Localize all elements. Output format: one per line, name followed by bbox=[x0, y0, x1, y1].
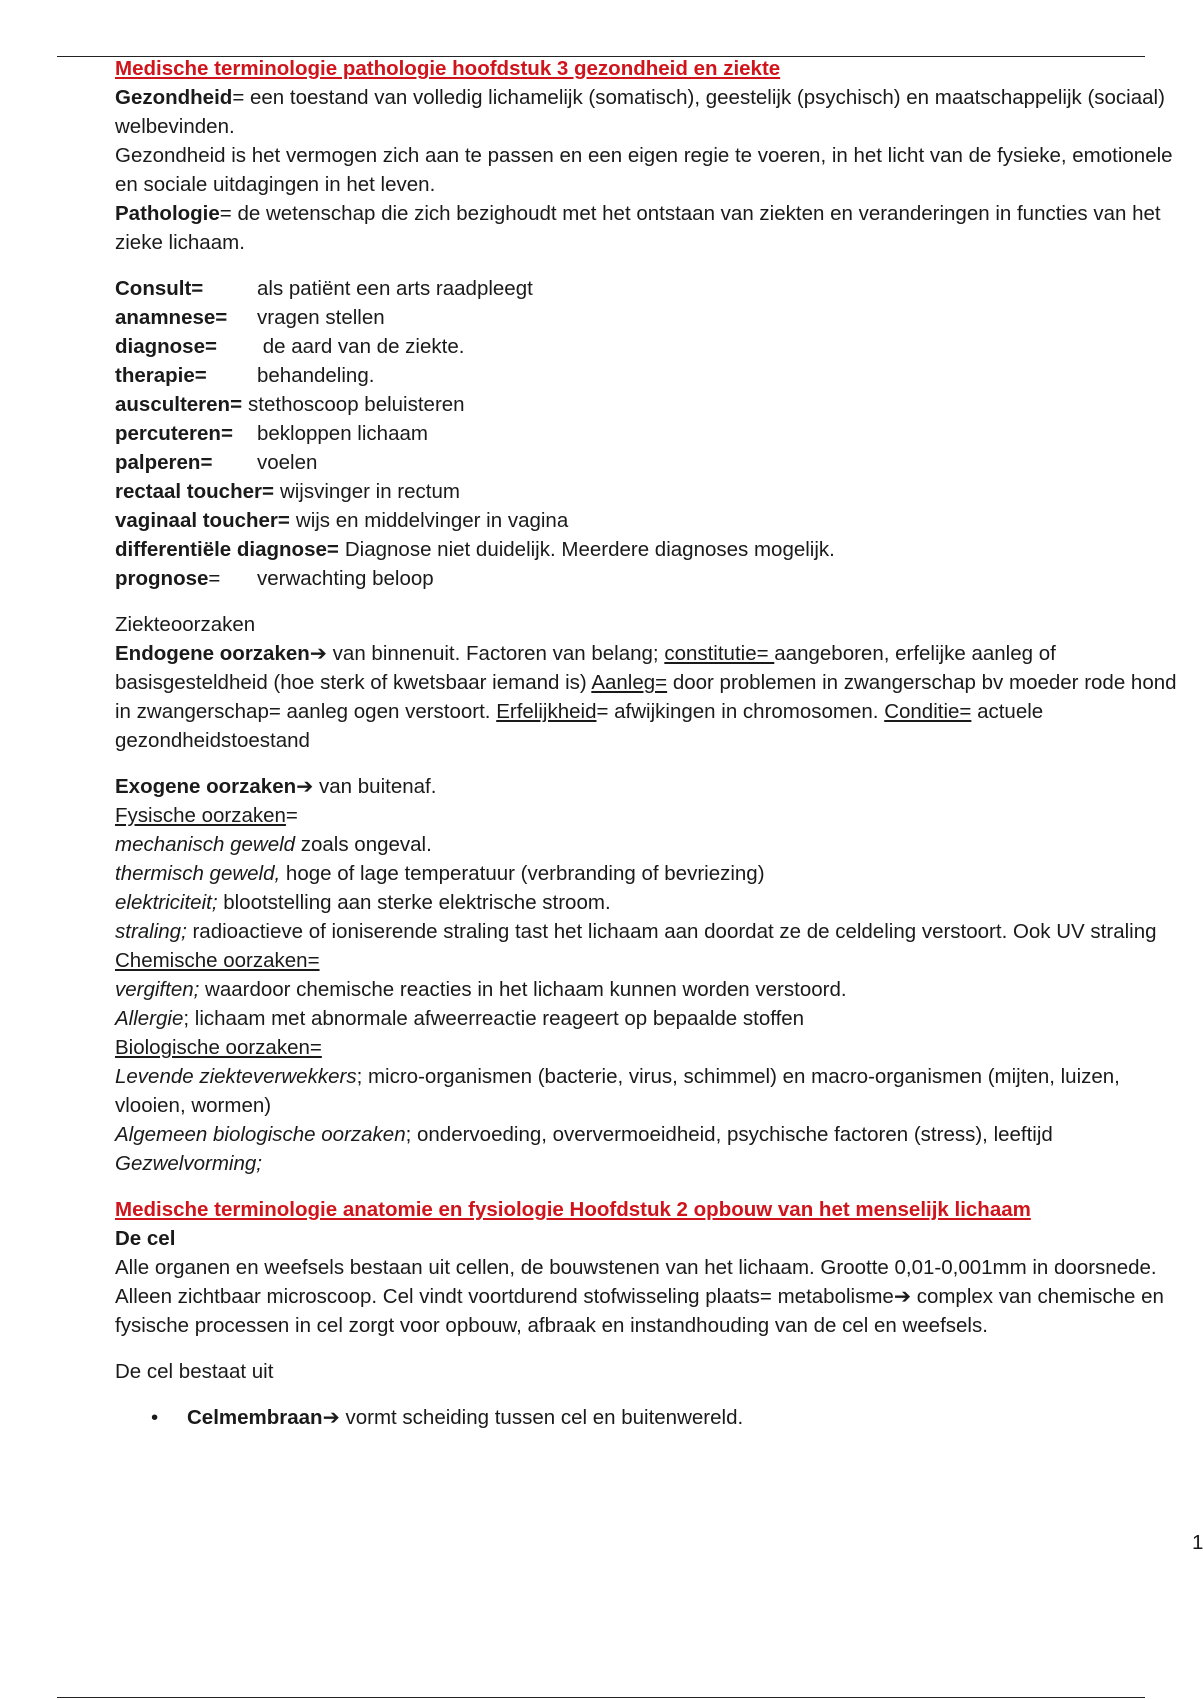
definition-text: vragen stellen bbox=[257, 306, 385, 329]
definition-row bbox=[115, 390, 1195, 419]
definition-row bbox=[115, 506, 1195, 535]
definition-term: rectaal toucher= bbox=[115, 480, 274, 503]
heading-biologisch bbox=[115, 1033, 1195, 1062]
item-text: waardoor chemische reacties in het lichaam kunnen worden verstoord. bbox=[199, 978, 847, 1001]
heading-de-cel bbox=[115, 1224, 1195, 1253]
definition-term-wrap bbox=[115, 564, 257, 593]
definition-text: voelen bbox=[257, 451, 318, 474]
term-exogeen: Exogene oorzaken bbox=[115, 775, 297, 798]
arrow-right-icon: ➔ bbox=[296, 775, 314, 798]
item-text: hoge of lage temperatuur (verbranding of bevriezing) bbox=[280, 862, 765, 885]
item-label: mechanisch geweld bbox=[115, 833, 296, 856]
bullet-list bbox=[115, 1403, 1195, 1432]
definition-row bbox=[115, 448, 1195, 477]
heading-fysisch bbox=[115, 801, 1195, 830]
paragraph-gezondheid-extra: Gezondheid is het vermogen zich aan te passen en een eigen regie te voeren, in het licht van de fysieke, emotionele en sociale uitdagingen in het leven. bbox=[115, 144, 1173, 196]
fysisch-eq: = bbox=[285, 804, 298, 827]
definition-text: behandeling. bbox=[257, 364, 375, 387]
paragraph-endogeen bbox=[115, 639, 1195, 755]
paragraph-cel bbox=[115, 1253, 1195, 1340]
arrow-right-icon: ➔ bbox=[322, 1406, 340, 1429]
list-item bbox=[115, 1004, 1195, 1033]
item-text: vormt scheiding tussen cel en buitenwereld. bbox=[339, 1406, 744, 1429]
exogeen-text: van buitenaf. bbox=[313, 775, 437, 798]
definition-text: verwachting beloop bbox=[257, 567, 434, 590]
bullet-icon: • bbox=[151, 1406, 159, 1429]
definition-row bbox=[115, 564, 1195, 593]
endogeen-text: actuele gezondheidstoestand bbox=[115, 700, 1044, 752]
heading-chemisch bbox=[115, 946, 1195, 975]
definition-text: bekloppen lichaam bbox=[257, 422, 428, 445]
chemisch-heading: Chemische oorzaken= bbox=[115, 949, 320, 972]
definition-term: therapie= bbox=[115, 364, 207, 387]
item-label: elektriciteit; bbox=[115, 891, 218, 914]
definition-row bbox=[115, 332, 1195, 361]
item-label: thermisch geweld, bbox=[115, 862, 281, 885]
cel-text: complex van chemische en fysische processen in cel zorgt voor opbouw, afbraak en instandhouding van de cel en weefsels. bbox=[115, 1285, 1164, 1337]
cel-text: Alle organen en weefsels bestaan uit cellen, de bouwstenen van het lichaam. Grootte 0,01-0,001mm in doorsnede. Alleen zichtbaar microscoop. Cel vindt voortdurend stofwisseling plaats= metabolisme bbox=[115, 1256, 1157, 1308]
definition-term: anamnese= bbox=[115, 306, 228, 329]
definition-gezondheid: = een toestand van volledig lichamelijk (somatisch), geestelijk (psychisch) en maatschappelijk (sociaal) welbevinden. bbox=[115, 86, 1165, 138]
term-gezondheid: Gezondheid bbox=[115, 86, 233, 109]
biologisch-heading: Biologische oorzaken= bbox=[115, 1036, 322, 1059]
endogeen-text: van binnenuit. Factoren van belang; bbox=[326, 642, 665, 665]
paragraph-exogeen bbox=[115, 772, 1195, 801]
definition-text: Diagnose niet duidelijk. Meerdere diagnoses mogelijk. bbox=[344, 538, 835, 561]
list-item bbox=[115, 830, 1195, 859]
item-label: Allergie bbox=[115, 1007, 184, 1030]
term-aanleg: Aanleg= bbox=[591, 671, 668, 694]
endogeen-text: = afwijkingen in chromosomen. bbox=[596, 700, 885, 723]
definition-row bbox=[115, 419, 1195, 448]
term-constitutie: constitutie= bbox=[664, 642, 775, 665]
item-label: Gezwelvorming; bbox=[115, 1152, 262, 1175]
list-item bbox=[115, 1062, 1195, 1120]
definition-term-suffix: = bbox=[208, 567, 221, 590]
arrow-right-icon: ➔ bbox=[309, 642, 327, 665]
definition-term: diagnose= bbox=[115, 335, 217, 358]
definition-term: differentiële diagnose= bbox=[115, 538, 339, 561]
definition-row bbox=[115, 477, 1195, 506]
term-erfelijkheid: Erfelijkheid bbox=[496, 700, 597, 723]
footer-rule bbox=[57, 1697, 1145, 1698]
list-item bbox=[115, 917, 1195, 946]
definition-term: palperen= bbox=[115, 451, 213, 474]
arrow-right-icon: ➔ bbox=[893, 1285, 911, 1308]
cel-heading: De cel bbox=[115, 1227, 176, 1250]
item-text: radioactieve of ioniserende straling tast het lichaam aan doordat ze de celdeling verstoort. Ook UV straling bbox=[186, 920, 1157, 943]
endogeen-text: door problemen in zwangerschap bv moeder rode hond in zwangerschap= aanleg ogen verstoort. bbox=[115, 671, 1177, 723]
list-item bbox=[115, 1120, 1195, 1149]
item-label: Algemeen biologische oorzaken bbox=[115, 1123, 406, 1146]
list-item bbox=[115, 859, 1195, 888]
paragraph-pathologie bbox=[115, 199, 1195, 257]
paragraph-bestaat-uit: De cel bestaat uit bbox=[115, 1360, 274, 1383]
section-title-anatomie: Medische terminologie anatomie en fysiologie Hoofdstuk 2 opbouw van het menselijk lichaam bbox=[115, 1198, 1031, 1221]
page-number: 1 bbox=[1192, 1531, 1203, 1554]
definition-list bbox=[115, 274, 1195, 593]
definition-text: als patiënt een arts raadpleegt bbox=[257, 277, 533, 300]
definition-text: stethoscoop beluisteren bbox=[248, 393, 465, 416]
endogeen-text: aangeboren, erfelijke aanleg of basisgesteldheid (hoe sterk of kwetsbaar iemand is) bbox=[115, 642, 1056, 694]
fysisch-heading: Fysische oorzaken bbox=[115, 804, 286, 827]
definition-term: ausculteren= bbox=[115, 393, 243, 416]
definition-row bbox=[115, 274, 1195, 303]
section-title-pathologie: Medische terminologie pathologie hoofdstuk 3 gezondheid en ziekte bbox=[115, 57, 781, 80]
item-text: zoals ongeval. bbox=[295, 833, 432, 856]
definition-text: de aard van de ziekte. bbox=[257, 335, 465, 358]
item-text: ; lichaam met abnormale afweerreactie reageert op bepaalde stoffen bbox=[183, 1007, 805, 1030]
list-item bbox=[115, 1149, 1195, 1178]
item-label: Levende ziekteverwekkers bbox=[115, 1065, 357, 1088]
item-text: ; micro-organismen (bacterie, virus, schimmel) en macro-organismen (mijten, luizen, vlooien, wormen) bbox=[115, 1065, 1120, 1117]
item-label: vergiften; bbox=[115, 978, 200, 1001]
definition-term: percuteren= bbox=[115, 422, 233, 445]
item-text: blootstelling aan sterke elektrische stroom. bbox=[217, 891, 611, 914]
definition-row bbox=[115, 535, 1195, 564]
item-term: Celmembraan bbox=[187, 1406, 323, 1429]
definition-term: Consult= bbox=[115, 277, 204, 300]
term-pathologie: Pathologie bbox=[115, 202, 220, 225]
definition-term: vaginaal toucher= bbox=[115, 509, 290, 532]
definition-text: wijsvinger in rectum bbox=[279, 480, 460, 503]
item-text: ; ondervoeding, oververmoeidheid, psychische factoren (stress), leeftijd bbox=[405, 1123, 1053, 1146]
term-endogeen: Endogene oorzaken bbox=[115, 642, 310, 665]
heading-ziekteoorzaken: Ziekteoorzaken bbox=[115, 613, 256, 636]
paragraph-gezondheid bbox=[115, 83, 1195, 141]
document-body bbox=[115, 54, 1195, 1432]
definition-row bbox=[115, 361, 1195, 390]
list-item bbox=[115, 975, 1195, 1004]
definition-term: prognose bbox=[115, 567, 209, 590]
definition-row bbox=[115, 303, 1195, 332]
list-item bbox=[115, 888, 1195, 917]
item-label: straling; bbox=[115, 920, 187, 943]
list-item bbox=[115, 1403, 1195, 1432]
term-conditie: Conditie= bbox=[884, 700, 972, 723]
definition-pathologie: = de wetenschap die zich bezighoudt met het ontstaan van ziekten en veranderingen in functies van het zieke lichaam. bbox=[115, 202, 1161, 254]
definition-text: wijs en middelvinger in vagina bbox=[295, 509, 569, 532]
